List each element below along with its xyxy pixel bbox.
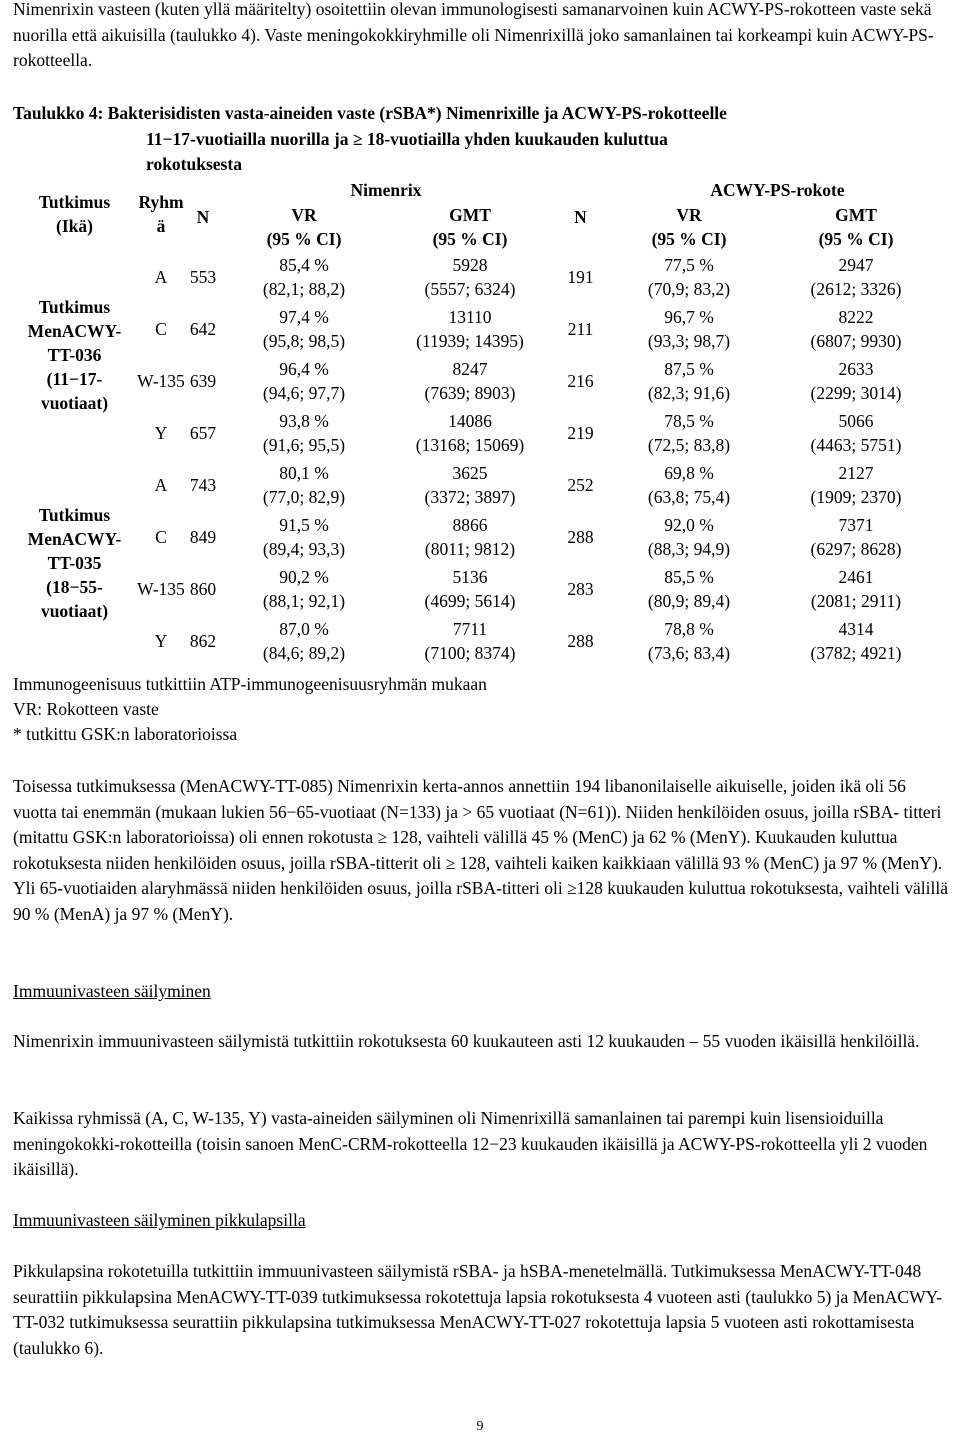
gmt-cell: 8222 (6807; 9930): [810, 307, 902, 351]
n-cell: 252: [567, 475, 594, 495]
n-cell: 743: [189, 475, 217, 495]
gmt-cell: 2127 (1909; 2370): [810, 463, 902, 507]
caption-line-1: Taulukko 4: Bakterisidisten vasta-aineiden vaste (rSBA*) Nimenrixille ja ACWY-PS-rokotteelle: [13, 103, 727, 123]
vr-cell: 69,8 % (63,8; 75,4): [647, 463, 731, 507]
vr-cell: 77,5 % (70,9; 83,2): [647, 255, 731, 299]
gmt-cell: 4314 (3782; 4921): [810, 619, 902, 663]
gmt-cell: 5928 (5557; 6324): [424, 255, 516, 299]
n-cell: 191: [567, 267, 594, 287]
n-cell: 288: [567, 527, 594, 547]
paragraph-groups: Kaikissa ryhmissä (A, C, W-135, Y) vasta-aineiden säilyminen oli Nimenrixillä samanlainen tai parempi kuin lisensioiduilla meningokokki-rokotteilla (toisin sanoen MenC-CRM-rokotteella 12−23 kuukauden ikäisillä ja ACWY-PS-rokotteella yli 2 vuoden ikäisillä).: [13, 1108, 928, 1179]
intro-paragraph: Nimenrixin vasteen (kuten yllä määritelty) osoitettiin olevan immunologisesti samanarvoinen kuin ACWY-PS-rokotteen vaste sekä nuorilla että aikuisilla (taulukko 4). Vaste meningokokkiryhmille oli Nimenrixillä joko samanlainen tai korkeampi kuin ACWY-PS-rokotteella.: [13, 0, 934, 70]
gmt-cell: 7711 (7100; 8374): [424, 619, 516, 663]
group-cell: A: [154, 267, 168, 287]
vr-cell: 90,2 % (88,1; 92,1): [262, 567, 346, 611]
section-heading-infants: Immuunivasteen säilyminen pikkulapsilla: [13, 1210, 306, 1230]
group-cell: A: [154, 475, 168, 495]
gmt-header-2: GMT: [835, 205, 877, 225]
table-row: [13, 459, 943, 511]
vr-cell: 97,4 % (95,8; 98,5): [262, 307, 346, 351]
n-cell: 862: [189, 631, 217, 651]
section-heading-persistence: Immuunivasteen säilyminen: [13, 981, 211, 1001]
n-cell: 288: [567, 631, 594, 651]
vr-cell: 96,4 % (94,6; 97,7): [262, 359, 346, 403]
n-cell: 216: [567, 371, 594, 391]
ci-header: (95 % CI): [432, 229, 508, 249]
acwy-header: ACWY-PS-rokote: [710, 180, 845, 200]
vr-header: VR: [291, 205, 317, 225]
table-row: [13, 563, 943, 615]
table-footnotes: [13, 672, 948, 747]
vr-cell: 80,1 % (77,0; 82,9): [262, 463, 346, 507]
n-cell: 860: [189, 579, 217, 599]
table-row: [13, 251, 943, 303]
gmt-cell: 13110 (11939; 14395): [416, 307, 524, 351]
table-row: [13, 615, 943, 667]
n-cell: 849: [189, 527, 217, 547]
n-header-2: N: [574, 207, 587, 227]
vr-cell: 93,8 % (91,6; 95,5): [262, 411, 346, 455]
group-cell: Y: [154, 631, 168, 651]
gmt-cell: 2947 (2612; 3326): [810, 255, 902, 299]
footnote: Immunogeenisuus tutkittiin ATP-immunogeenisuusryhmän mukaan: [13, 674, 487, 694]
gmt-cell: 3625 (3372; 3897): [424, 463, 516, 507]
group-cell: W-135: [137, 579, 185, 599]
group-cell: Y: [154, 423, 168, 443]
gmt-cell: 7371 (6297; 8628): [810, 515, 902, 559]
n-cell: 211: [567, 319, 594, 339]
vr-cell: 87,5 % (82,3; 91,6): [647, 359, 731, 403]
nimenrix-header: Nimenrix: [350, 180, 422, 200]
n-cell: 553: [189, 267, 217, 287]
n-cell: 219: [567, 423, 594, 443]
n-header: N: [196, 207, 210, 227]
table-caption: [13, 101, 948, 178]
gmt-cell: 5066 (4463; 5751): [810, 411, 902, 455]
footnote: VR: Rokotteen vaste: [13, 699, 159, 719]
gmt-cell: 2461 (2081; 2911): [810, 567, 902, 611]
gmt-cell: 8866 (8011; 9812): [424, 515, 516, 559]
page-number: 9: [476, 1419, 484, 1434]
vr-cell: 91,5 % (89,4; 93,3): [262, 515, 346, 559]
vr-cell: 96,7 % (93,3; 98,7): [647, 307, 731, 351]
n-cell: 283: [567, 579, 594, 599]
vr-cell: 87,0 % (84,6; 89,2): [262, 619, 346, 663]
ci-header: (95 % CI): [266, 229, 342, 249]
group-cell: W-135: [137, 371, 185, 391]
group-cell: C: [155, 527, 167, 547]
footnote: * tutkittu GSK:n laboratorioissa: [13, 724, 238, 744]
group-header: Ryhm ä: [138, 192, 184, 236]
paragraph-elderly-study: Toisessa tutkimuksessa (MenACWY-TT-085) Nimenrixin kerta-annos annettiin 194 libanonilaiselle aikuiselle, joiden ikä oli 56 vuotta tai enemmän (mukaan lukien 56−65-vuotiaat (N=133) ja > 65 vuotiaat (N=61)). Niiden henkilöiden osuus, joilla rSBA- titteri (mitattu GSK:n laboratorioissa) oli ennen rokotusta ≥ 128, vaihteli välillä 45 % (MenC) ja 62 % (MenY). Kuukauden kuluttua rokotuksesta niiden henkilöiden osuus, joilla rSBA-titterit oli ≥ 128, vaihteli kaiken kaikkiaan välillä 93 % (MenC) ja 97 % (MenY). Yli 65-vuotiaiden alaryhmässä niiden henkilöiden osuus, joilla rSBA-titteri oli ≥128 kuukauden kuluttua rokotuksesta, vaihteli välillä 90 % (MenA) ja 97 % (MenY).: [13, 776, 948, 924]
n-cell: 642: [189, 319, 217, 339]
gmt-cell: 5136 (4699; 5614): [424, 567, 516, 611]
group-cell: C: [155, 319, 167, 339]
vr-cell: 85,4 % (82,1; 88,2): [262, 255, 346, 299]
caption-line-3: rokotuksesta: [146, 154, 242, 174]
table-row: [13, 303, 943, 355]
ci-header: (95 % CI): [651, 229, 727, 249]
table-row: [13, 355, 943, 407]
study-header: Tutkimus (Ikä): [38, 192, 111, 236]
vr-header-2: VR: [676, 205, 702, 225]
gmt-cell: 14086 (13168; 15069): [415, 411, 525, 455]
results-table: [13, 177, 943, 667]
paragraph-persistence: Nimenrixin immuunivasteen säilymistä tutkittiin rokotuksesta 60 kuukauteen asti 12 kuukauden – 55 vuoden ikäisillä henkilöillä.: [13, 1031, 920, 1051]
n-cell: 639: [189, 371, 217, 391]
study-name: Tutkimus MenACWY- TT-035 (18−55- vuotiaat): [27, 505, 122, 621]
gmt-cell: 2633 (2299; 3014): [810, 359, 902, 403]
ci-header: (95 % CI): [818, 229, 894, 249]
paragraph-infants: Pikkulapsina rokotetuilla tutkittiin immuunivasteen säilymistä rSBA- ja hSBA-menetelmällä. Tutkimuksessa MenACWY-TT-048 seurattiin pikkulapsina MenACWY-TT-039 tutkimuksessa rokotettuja lapsia rokotuksesta 4 vuoteen asti (taulukko 5) ja MenACWY-TT-032 tutkimuksessa seurattiin pikkulapsina tutkimuksessa MenACWY-TT-027 rokotettuja lapsia 5 vuoteen asti rokottamisesta (taulukko 6).: [13, 1261, 943, 1358]
study-name: Tutkimus MenACWY- TT-036 (11−17- vuotiaat): [27, 297, 122, 413]
gmt-cell: 8247 (7639; 8903): [424, 359, 516, 403]
vr-cell: 85,5 % (80,9; 89,4): [647, 567, 731, 611]
n-cell: 657: [189, 423, 217, 443]
vr-cell: 92,0 % (88,3; 94,9): [647, 515, 731, 559]
vr-cell: 78,8 % (73,6; 83,4): [647, 619, 731, 663]
gmt-header: GMT: [449, 205, 491, 225]
table-row: [13, 407, 943, 459]
caption-line-2: 11−17-vuotiailla nuorilla ja ≥ 18-vuotiailla yhden kuukauden kuluttua: [146, 128, 668, 149]
table-row: [13, 511, 943, 563]
vr-cell: 78,5 % (72,5; 83,8): [647, 411, 731, 455]
